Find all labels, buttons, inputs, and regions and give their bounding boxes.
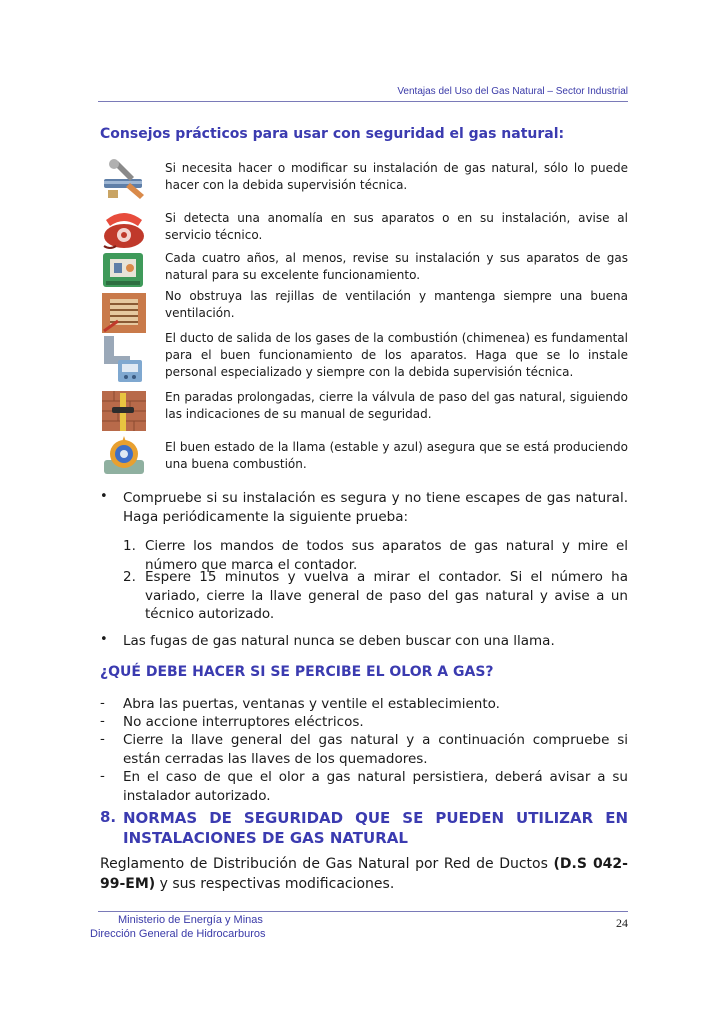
footer-divider <box>98 911 628 912</box>
valve-wall-icon <box>100 389 148 433</box>
tip-text-6: En paradas prolongadas, cierre la válvula de paso del gas natural, siguiendo las indicaciones de su manual de seguridad. <box>165 390 628 421</box>
dash-marker: - <box>100 695 105 711</box>
tip-text-1: Si necesita hacer o modificar su instalación de gas natural, sólo lo puede hacer con la debida supervisión técnica. <box>165 161 628 192</box>
regulation-text-after: y sus respectivas modificaciones. <box>159 876 395 892</box>
step-text-1: Cierre los mandos de todos sus aparatos de gas natural y mire el número que marca el contador. <box>145 538 628 573</box>
regulation-paragraph <box>100 854 628 894</box>
bullet-dot: • <box>100 632 108 647</box>
tip-text-5: El ducto de salida de los gases de la combustión (chimenea) es fundamental para el buen funcionamiento de los aparatos. Haga que se lo instale personal especializado y siempre con la debida supervisión técnica. <box>165 331 628 379</box>
footer-directorate: Dirección General de Hidrocarburos <box>90 928 266 940</box>
burner-flame-icon <box>100 434 148 478</box>
wrench-pipe-icon <box>100 157 148 201</box>
tip-text-2: Si detecta una anomalía en sus aparatos o en su instalación, avise al servicio técnico. <box>165 211 628 242</box>
telephone-icon <box>100 206 148 250</box>
footer-ministry: Ministerio de Energía y Minas <box>118 914 263 926</box>
odor-item-2: No accione interruptores eléctricos. <box>123 714 364 730</box>
page-number: 24 <box>616 916 628 930</box>
section-8-number: 8. <box>100 808 117 826</box>
chimney-duct-icon <box>100 334 148 386</box>
header-divider <box>98 101 628 102</box>
odor-item-4: En el caso de que el olor a gas natural persistiera, deberá avisar a su instalador autorizado. <box>123 769 628 804</box>
gas-appliance-icon <box>100 249 148 293</box>
section-8-title: NORMAS DE SEGURIDAD QUE SE PUEDEN UTILIZAR EN INSTALACIONES DE GAS NATURAL <box>123 809 628 847</box>
odor-item-1: Abra las puertas, ventanas y ventile el establecimiento. <box>123 696 500 712</box>
section-title: Consejos prácticos para usar con seguridad el gas natural: <box>100 126 565 142</box>
odor-item-3: Cierre la llave general del gas natural y a continuación compruebe si están cerradas las llaves de los quemadores. <box>123 732 628 767</box>
dash-marker: - <box>100 713 105 729</box>
tip-text-4: No obstruya las rejillas de ventilación y mantenga siempre una buena ventilación. <box>165 289 628 320</box>
tip-text-7: El buen estado de la llama (estable y azul) asegura que se está produciendo una buena combustión. <box>165 440 628 471</box>
tip-text-3: Cada cuatro años, al menos, revise su instalación y sus aparatos de gas natural para su excelente funcionamiento. <box>165 251 628 282</box>
step-text-2: Espere 15 minutos y vuelva a mirar el contador. Si el número ha variado, cierre la llave general de paso del gas natural y avise a un técnico autorizado. <box>145 569 628 622</box>
step-number-1: 1. <box>123 538 136 554</box>
running-header: Ventajas del Uso del Gas Natural – Sector Industrial <box>397 86 628 97</box>
dash-marker: - <box>100 768 105 784</box>
ventilation-grill-icon <box>100 291 148 335</box>
bullet-text-leaks: Las fugas de gas natural nunca se deben buscar con una llama. <box>123 633 555 649</box>
regulation-code: (D.S 042-99-EM) <box>100 856 628 892</box>
regulation-text: Reglamento de Distribución de Gas Natural por Red de Ductos <box>100 856 548 872</box>
odor-section-title: ¿QUÉ DEBE HACER SI SE PERCIBE EL OLOR A GAS? <box>100 664 494 680</box>
bullet-dot: • <box>100 489 108 504</box>
dash-marker: - <box>100 731 105 747</box>
step-number-2: 2. <box>123 569 136 585</box>
bullet-text-check-installation: Compruebe si su instalación es segura y no tiene escapes de gas natural. Haga periódicamente la siguiente prueba: <box>123 490 628 525</box>
